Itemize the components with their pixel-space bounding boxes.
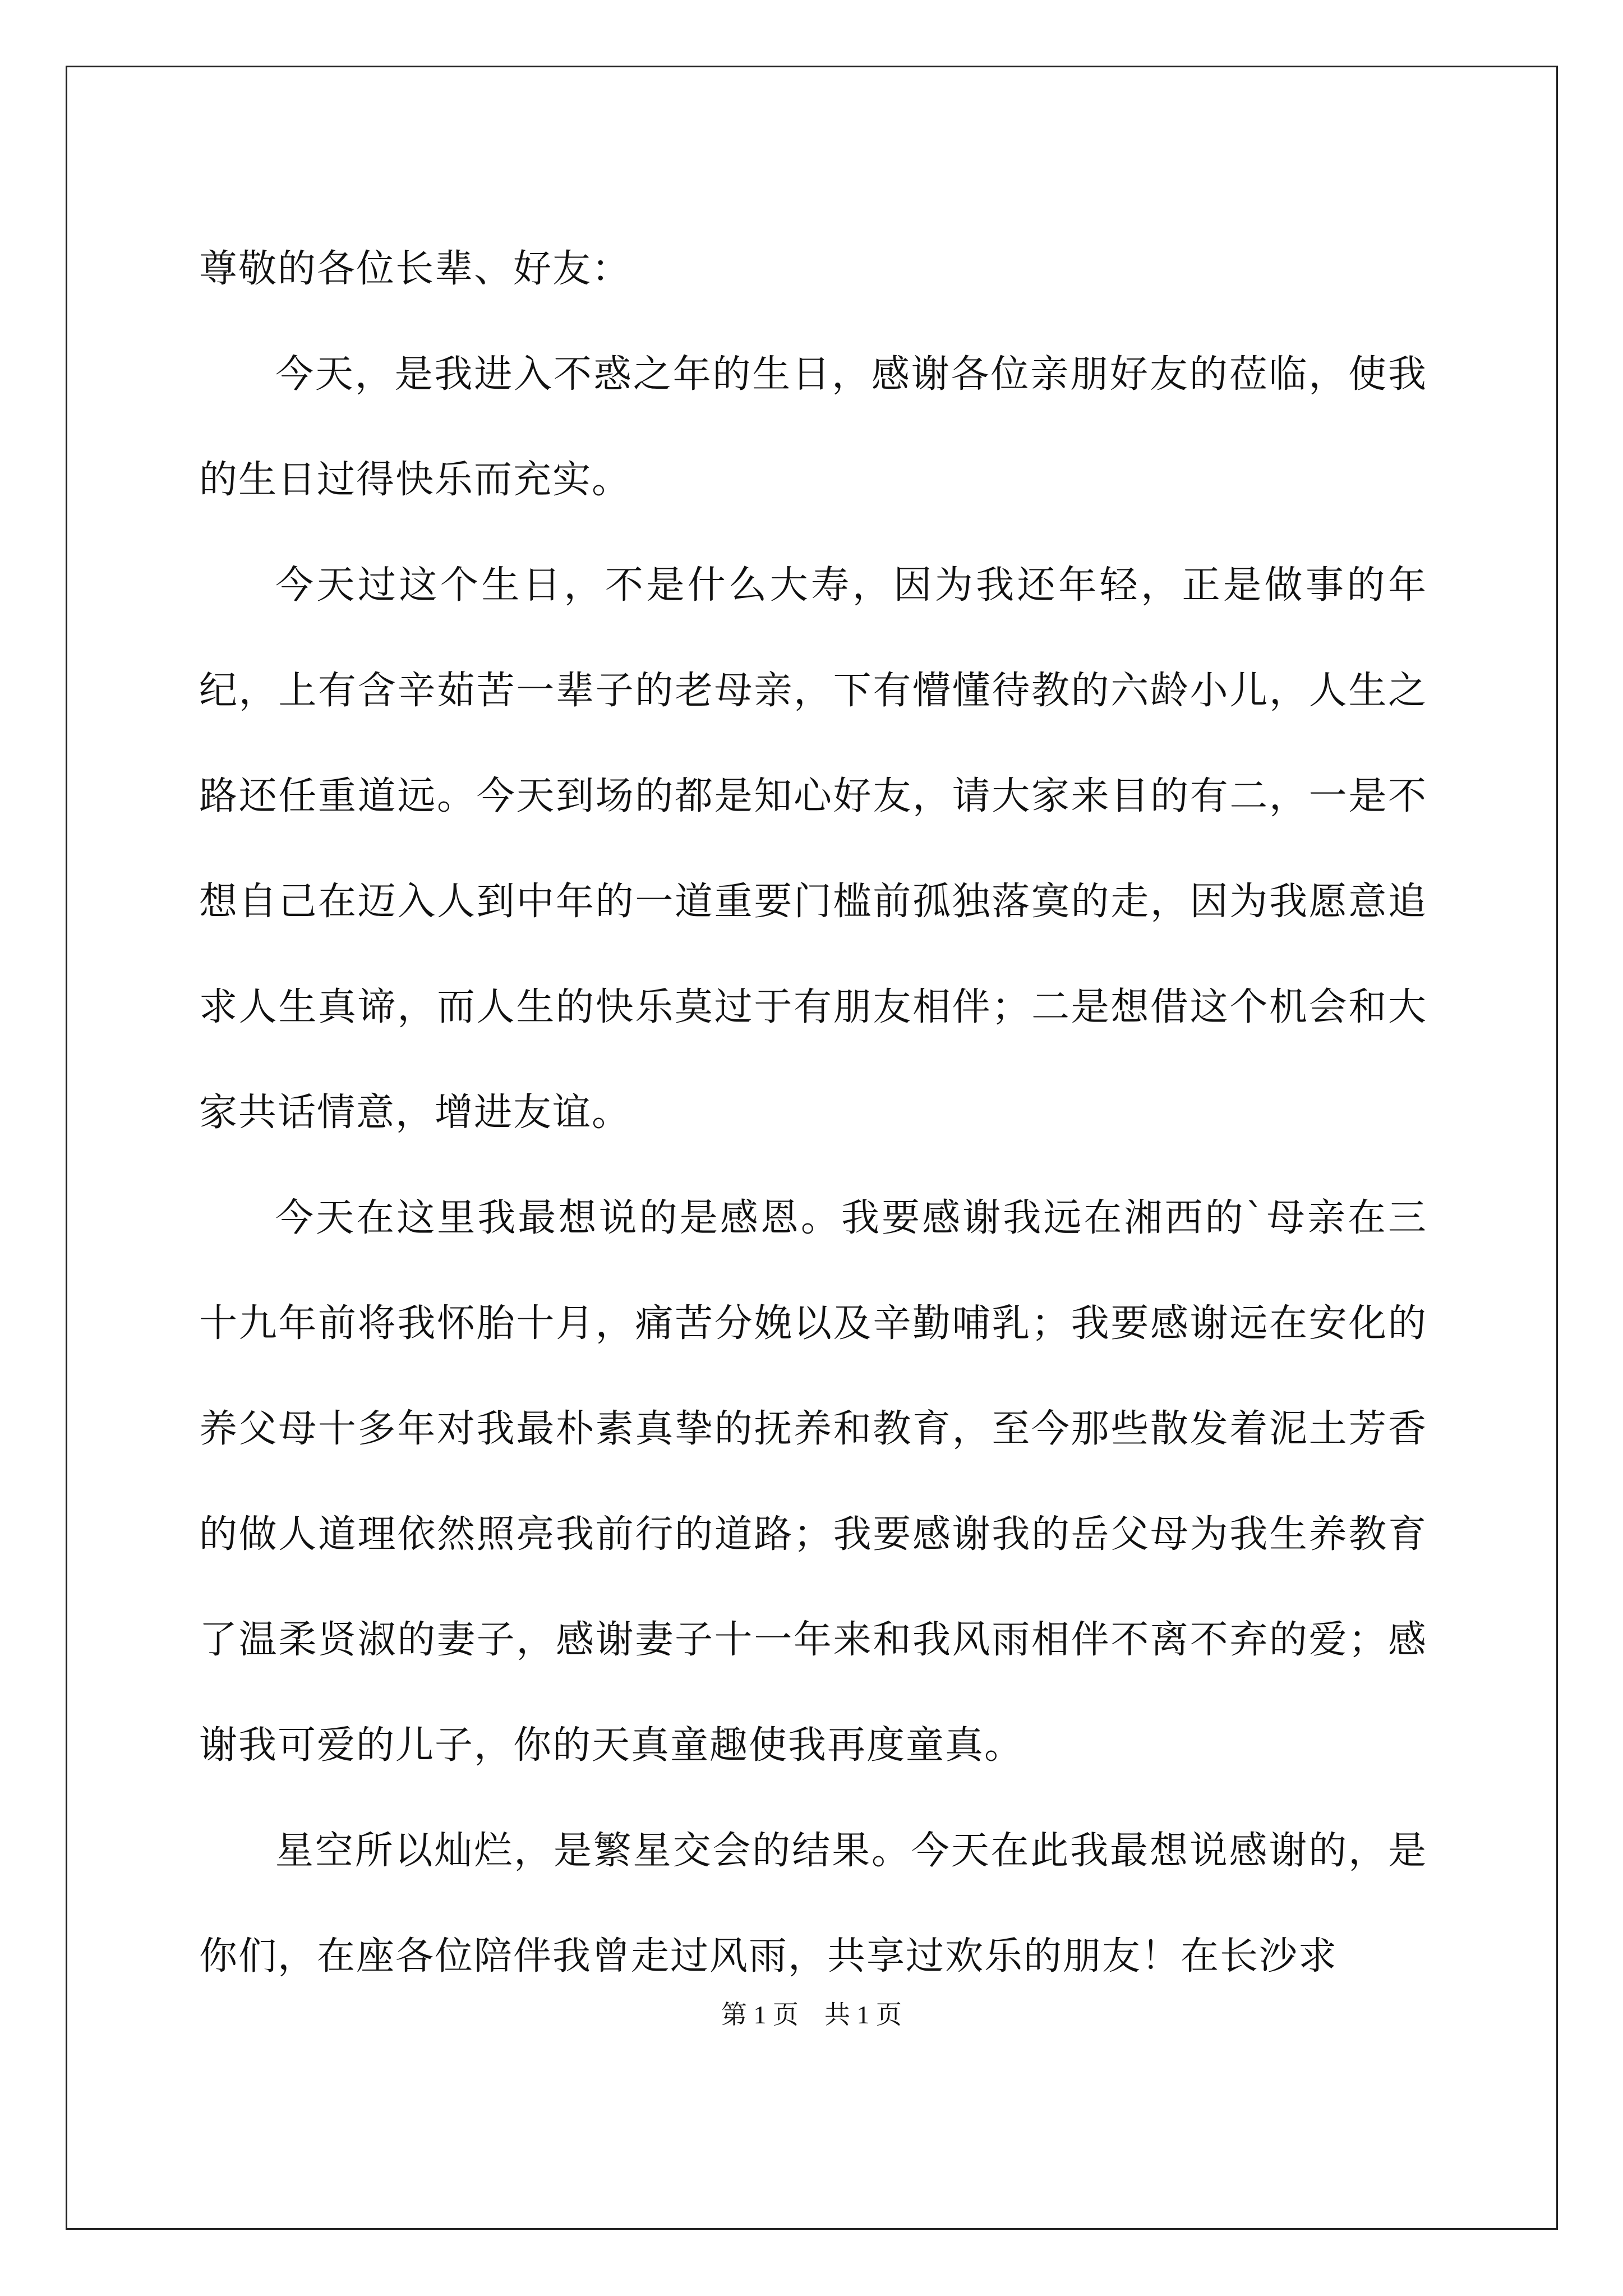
page-number: 第 1 页 <box>721 2000 799 2029</box>
paragraph: 今天在这里我最想说的是感恩。我要感谢我远在湘西的`母亲在三十九年前将我怀胎十月，痛苦分娩以及辛勤哺乳；我要感谢远在安化的养父母十多年对我最朴素真挚的抚养和教育，至今那些散发着泥土芳香的做人道理依然照亮我前行的道路；我要感谢我的岳父母为我生养教育了温柔贤淑的妻子，感谢妻子十一年来和我风雨相伴不离不弃的爱；感谢我可爱的儿子，你的天真童趣使我再度童真。 <box>199 1196 1427 1768</box>
paragraph: 今天过这个生日，不是什么大寿，因为我还年轻，正是做事的年纪，上有含辛茹苦一辈子的老母亲，下有懵懂待教的六龄小儿，人生之路还任重道远。今天到场的都是知心好友，请大家来目的有二，一是不想自己在迈入人到中年的一道重要门槛前孤独落寞的走，因为我愿意追求人生真谛，而人生的快乐莫过于有朋友相伴；二是想借这个机会和大家共话情意，增进友谊。 <box>199 563 1427 1135</box>
document-body <box>199 217 1427 2009</box>
paragraph: 星空所以灿烂，是繁星交会的结果。今天在此我最想说感谢的，是你们，在座各位陪伴我曾走过风雨，共享过欢乐的朋友！在长沙求 <box>199 1829 1427 1978</box>
salutation: 尊敬的各位长辈、好友： <box>199 247 631 291</box>
page-total: 共 1 页 <box>824 2000 902 2029</box>
page-footer <box>0 1994 1623 2031</box>
paragraph: 今天，是我进入不惑之年的生日，感谢各位亲朋好友的莅临，使我的生日过得快乐而充实。 <box>199 352 1427 502</box>
